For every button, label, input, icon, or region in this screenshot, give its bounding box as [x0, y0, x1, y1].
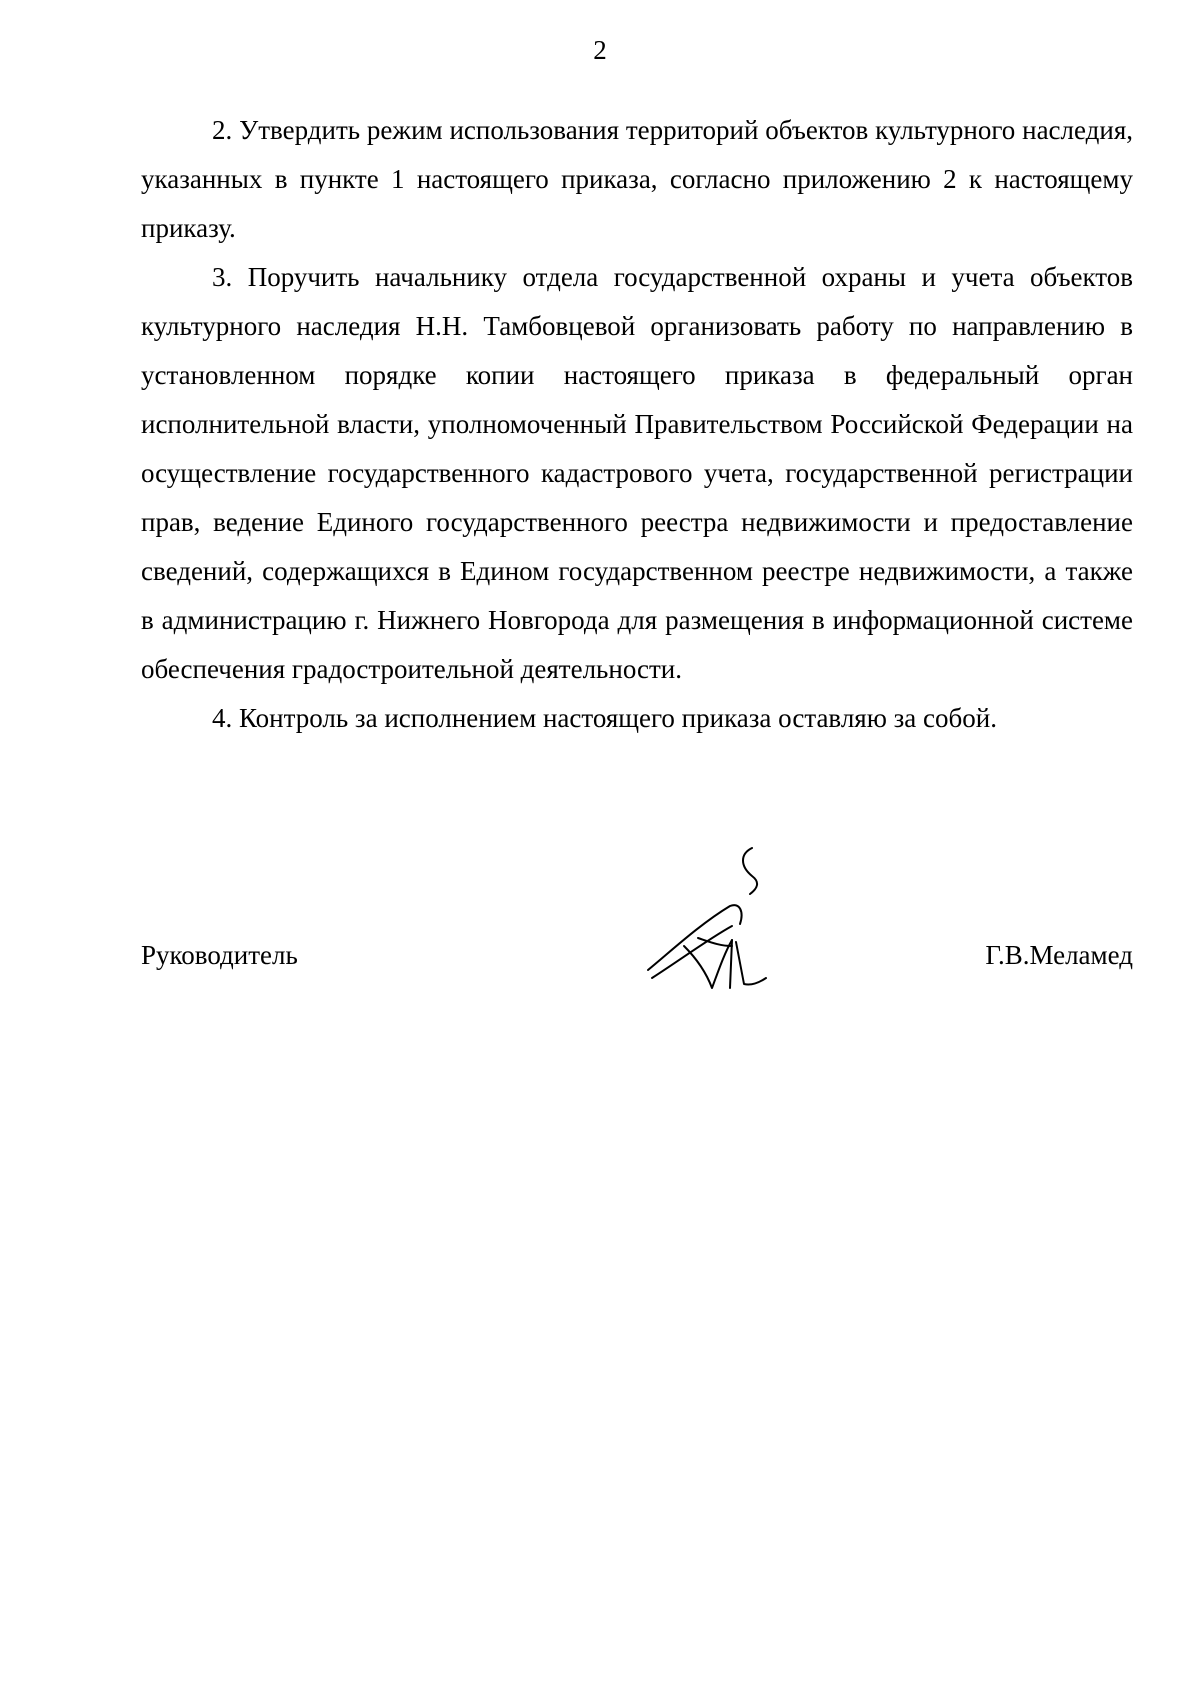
paragraph-3: 3. Поручить начальнику отдела государственной охраны и учета объектов культурного наследия Н.Н. Тамбовцевой организовать работу по направлению в установленном порядке копии настоящего приказа в федеральный орган исполнительной власти, уполномоченный Правительством Российской Федерации на осуществление государственного кадастрового учета, государственной регистрации прав, ведение Единого государственного реестра недвижимости и предоставление сведений, содержащихся в Едином государственном реестре недвижимости, а также в администрацию г. Нижнего Новгорода для размещения в информационной системе обеспечения градостроительной деятельности.	[141, 262, 1133, 684]
signer-role: Руководитель	[141, 940, 298, 970]
signer-name: Г.В.Меламед	[985, 940, 1133, 970]
page-number: 2	[593, 35, 607, 65]
handwritten-signature-icon	[640, 842, 800, 992]
paragraph-2: 2. Утвердить режим использования территорий объектов культурного наследия, указанных в пункте 1 настоящего приказа, согласно приложению 2 к настоящему приказу.	[141, 115, 1133, 243]
signature-block	[141, 935, 1133, 975]
document-body	[141, 106, 1133, 743]
paragraph-4: 4. Контроль за исполнением настоящего приказа оставляю за собой.	[212, 703, 997, 733]
